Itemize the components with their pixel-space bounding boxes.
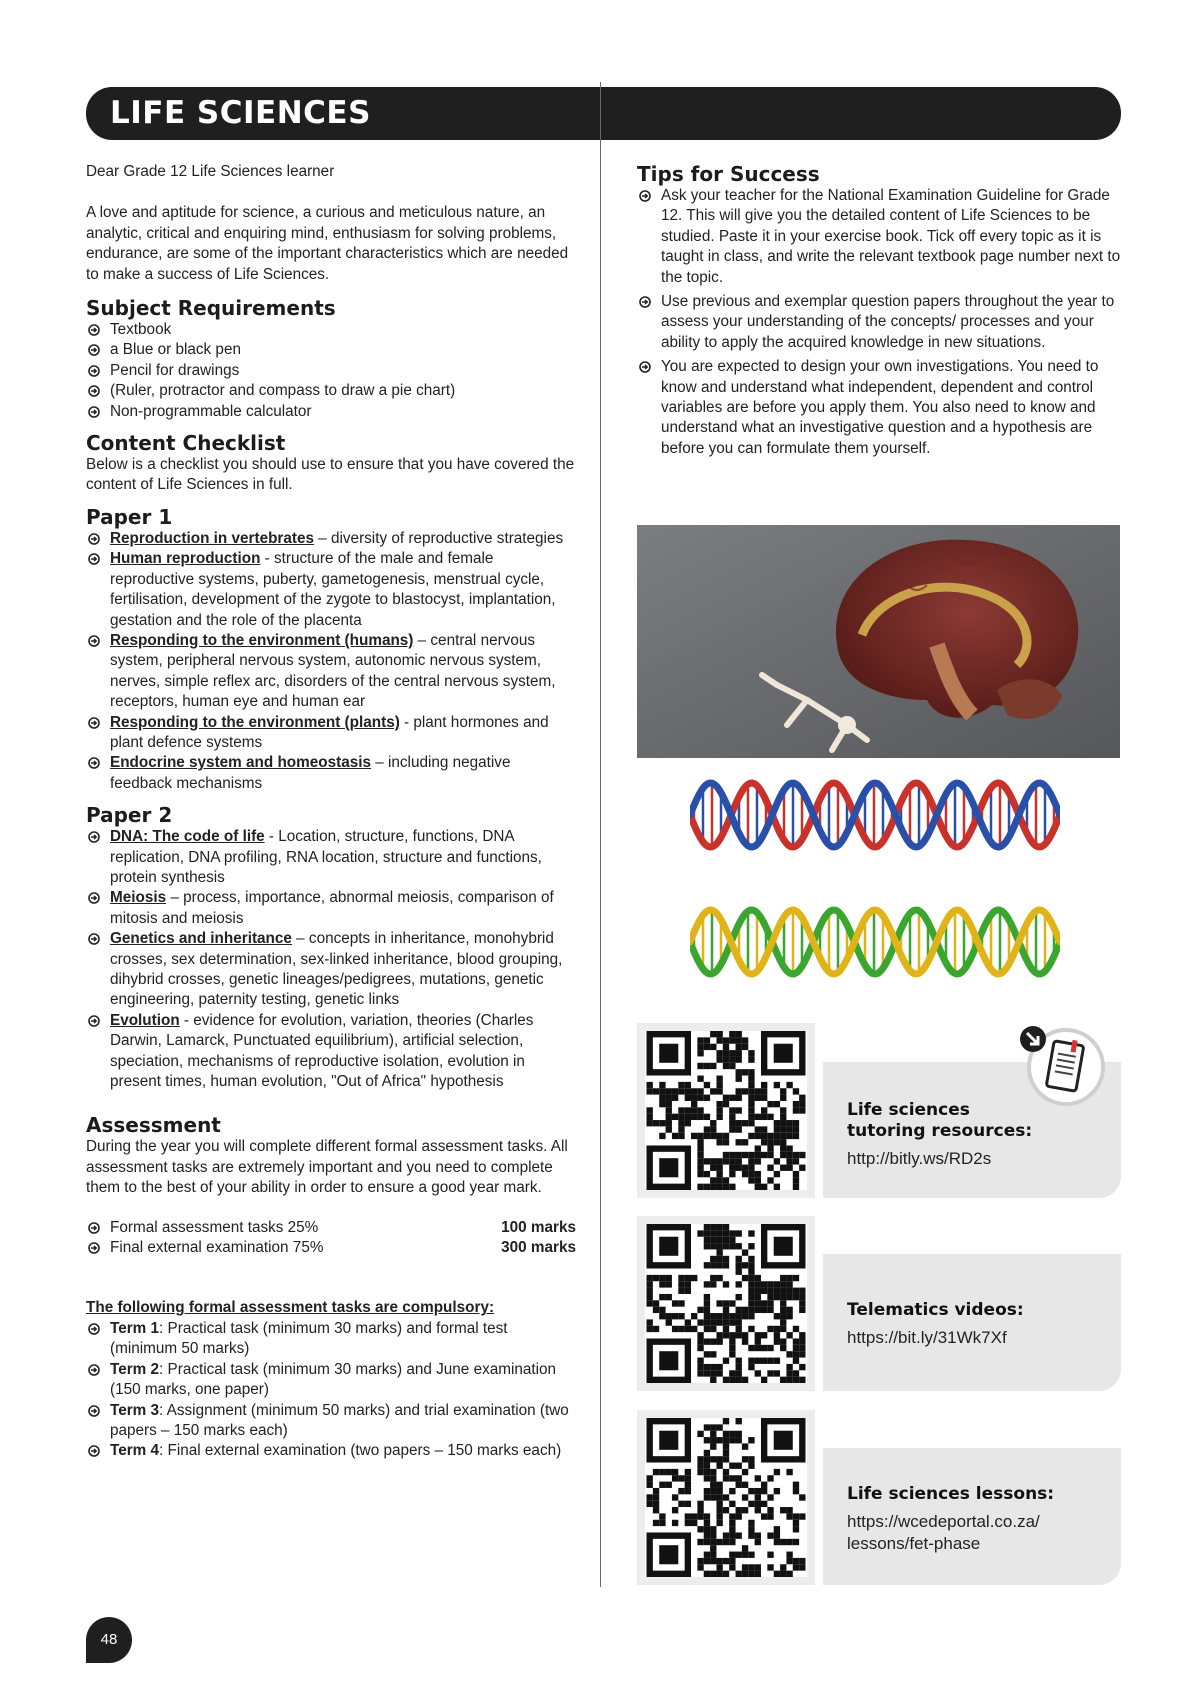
page-title: LIFE SCIENCES bbox=[110, 95, 371, 131]
resource-info bbox=[823, 1254, 1121, 1391]
tips-heading: Tips for Success bbox=[637, 162, 820, 186]
list-item: Meiosis – process, importance, abnormal meiosis, comparison of mitosis and meiosis bbox=[86, 888, 576, 929]
list-item: Reproduction in vertebrates – diversity of reproductive strategies bbox=[86, 529, 576, 549]
list-item: Responding to the environment (plants) - plant hormones and plant defence systems bbox=[86, 713, 576, 754]
arrow-bullet-icon bbox=[88, 406, 100, 418]
page-number: 48 bbox=[86, 1617, 132, 1663]
brain-model-photo bbox=[637, 525, 1120, 758]
list-item: Pencil for drawings bbox=[86, 361, 576, 381]
paper2-heading: Paper 2 bbox=[86, 803, 173, 828]
greeting: Dear Grade 12 Life Sciences learner bbox=[86, 163, 335, 180]
arrow-bullet-icon bbox=[639, 190, 651, 202]
arrow-bullet-icon bbox=[88, 1405, 100, 1417]
column-divider bbox=[600, 82, 601, 1587]
paper1-list bbox=[86, 529, 576, 794]
list-item: Term 4: Final external examination (two papers – 150 marks each) bbox=[86, 1441, 576, 1461]
arrow-bullet-icon bbox=[88, 717, 100, 729]
content-checklist-heading: Content Checklist bbox=[86, 431, 286, 456]
list-item: Term 3: Assignment (minimum 50 marks) and trial examination (two papers – 150 marks each) bbox=[86, 1401, 576, 1442]
list-item: Non-programmable calculator bbox=[86, 402, 576, 422]
left-column bbox=[86, 162, 576, 1462]
resource-title: Life sciences lessons: bbox=[847, 1484, 1055, 1504]
resource-title: Life sciences tutoring resources: bbox=[847, 1100, 1033, 1141]
weight-row: Formal assessment tasks 25% 100 marks bbox=[86, 1218, 576, 1238]
title-banner bbox=[86, 87, 1121, 140]
qr-code-icon[interactable] bbox=[645, 1031, 807, 1190]
arrow-bullet-icon bbox=[88, 1445, 100, 1457]
resource-link[interactable]: http://bitly.ws/RD2s bbox=[847, 1149, 992, 1168]
resource-info bbox=[823, 1448, 1121, 1585]
arrow-bullet-icon bbox=[88, 324, 100, 336]
arrow-bullet-icon bbox=[88, 1222, 100, 1234]
list-item: Endocrine system and homeostasis – including negative feedback mechanisms bbox=[86, 753, 576, 794]
qr-frame bbox=[637, 1216, 815, 1391]
list-item: Genetics and inheritance – concepts in inheritance, monohybrid crosses, sex determination, sex-linked inheritance, blood grouping, dihybrid crosses, genetic lineages/pedigrees, mutations, genetic engineering, paternity testing, genetic links bbox=[86, 929, 576, 1011]
weight-row: Final external examination 75% 300 marks bbox=[86, 1238, 576, 1258]
resource-link[interactable]: https://bit.ly/31Wk7Xf bbox=[847, 1328, 1007, 1347]
qr-code-icon[interactable] bbox=[645, 1224, 807, 1383]
arrow-bullet-icon bbox=[88, 1015, 100, 1027]
arrow-bullet-icon bbox=[88, 892, 100, 904]
paper1-heading: Paper 1 bbox=[86, 504, 173, 529]
assessment-description: During the year you will complete different formal assessment tasks. All assessment tasks are extremely important and you need to complete them to the best of your ability in order to ensure a good year mark. bbox=[86, 1138, 568, 1197]
list-item: Responding to the environment (humans) – central nervous system, peripheral nervous system, autonomic nervous system, nerves, simple reflex arc, disorders of the central nervous system, receptors, human eye and human ear bbox=[86, 631, 576, 713]
assessment-weights bbox=[86, 1218, 576, 1259]
resource-link[interactable]: https://wcedeportal.co.za/ lessons/fet-phase bbox=[847, 1512, 1040, 1553]
arrow-bullet-icon bbox=[88, 933, 100, 945]
dna-helix-red-blue bbox=[690, 775, 1060, 855]
list-item: Textbook bbox=[86, 320, 576, 340]
arrow-bullet-icon bbox=[88, 533, 100, 545]
list-item: DNA: The code of life - Location, structure, functions, DNA replication, DNA profiling, RNA location, structure and functions, protein synthesis bbox=[86, 827, 576, 888]
terms-list bbox=[86, 1319, 576, 1462]
resource-card-telematics bbox=[637, 1216, 1121, 1391]
list-item: Evolution - evidence for evolution, variation, theories (Charles Darwin, Lamarck, Punctuated equilibrium), artificial selection, speciation, mechanisms of reproductive isolation, evolution in present times, human evolution, "Out of Africa" hypothesis bbox=[86, 1011, 576, 1093]
list-item: Term 2: Practical task (minimum 30 marks) and June examination (150 marks, one paper) bbox=[86, 1360, 576, 1401]
qr-code-icon[interactable] bbox=[645, 1418, 807, 1577]
arrow-bullet-icon bbox=[88, 344, 100, 356]
arrow-bullet-icon bbox=[88, 385, 100, 397]
resource-card-tutoring bbox=[637, 1023, 1121, 1198]
resource-title: Telematics videos: bbox=[847, 1300, 1024, 1320]
arrow-bullet-icon bbox=[88, 1323, 100, 1335]
right-column bbox=[637, 162, 1125, 459]
list-item: (Ruler, protractor and compass to draw a pie chart) bbox=[86, 381, 576, 401]
list-item: Term 1: Practical task (minimum 30 marks) and formal test (minimum 50 marks) bbox=[86, 1319, 576, 1360]
arrow-bullet-icon bbox=[88, 635, 100, 647]
subject-requirements-heading: Subject Requirements bbox=[86, 296, 336, 321]
paper2-list bbox=[86, 827, 576, 1092]
list-item: Ask your teacher for the National Examination Guideline for Grade 12. This will give you the detailed content of Life Sciences to be studied. Paste it in your exercise book. Tick off every topic as it is taught in class, and write the relevant textbook page number next to the topic. bbox=[637, 186, 1125, 288]
list-item: Human reproduction - structure of the male and female reproductive systems, puberty, gametogenesis, menstrual cycle, fertilisation, development of the zygote to blastocyst, implantation, gestation and the role of the placenta bbox=[86, 549, 576, 631]
arrow-bullet-icon bbox=[88, 1242, 100, 1254]
list-item: Use previous and exemplar question papers throughout the year to assess your understanding of the concepts/ processes and your ability to apply the acquired knowledge in new situations. bbox=[637, 292, 1125, 353]
list-item: a Blue or black pen bbox=[86, 340, 576, 360]
arrow-bullet-icon bbox=[639, 361, 651, 373]
qr-frame bbox=[637, 1410, 815, 1585]
qr-frame bbox=[637, 1023, 815, 1198]
arrow-bullet-icon bbox=[88, 757, 100, 769]
assessment-heading: Assessment bbox=[86, 1113, 221, 1138]
checklist-description: Below is a checklist you should use to ensure that you have covered the content of Life Sciences in full. bbox=[86, 456, 575, 494]
arrow-bullet-icon bbox=[88, 1364, 100, 1376]
requirements-list bbox=[86, 320, 576, 422]
resource-card-lessons bbox=[637, 1410, 1121, 1585]
arrow-bullet-icon bbox=[88, 831, 100, 843]
arrow-bullet-icon bbox=[88, 365, 100, 377]
arrow-bullet-icon bbox=[639, 296, 651, 308]
list-item: You are expected to design your own investigations. You need to know and understand what independent, dependent and control variables are before you apply them. You also need to know and understand what an investigative question and a hypothesis are before you can formulate them yourself. bbox=[637, 357, 1125, 459]
tablet-icon bbox=[1012, 1023, 1110, 1113]
tips-list bbox=[637, 186, 1125, 459]
intro-paragraph: A love and aptitude for science, a curious and meticulous nature, an analytic, critical and enquiring mind, enthusiasm for solving problems, endurance, are some of the important characteristics which are needed to make a success of Life Sciences. bbox=[86, 204, 569, 283]
dna-helix-green-yellow bbox=[690, 902, 1060, 982]
arrow-bullet-icon bbox=[88, 553, 100, 565]
compulsory-heading: The following formal assessment tasks are compulsory: bbox=[86, 1299, 495, 1317]
